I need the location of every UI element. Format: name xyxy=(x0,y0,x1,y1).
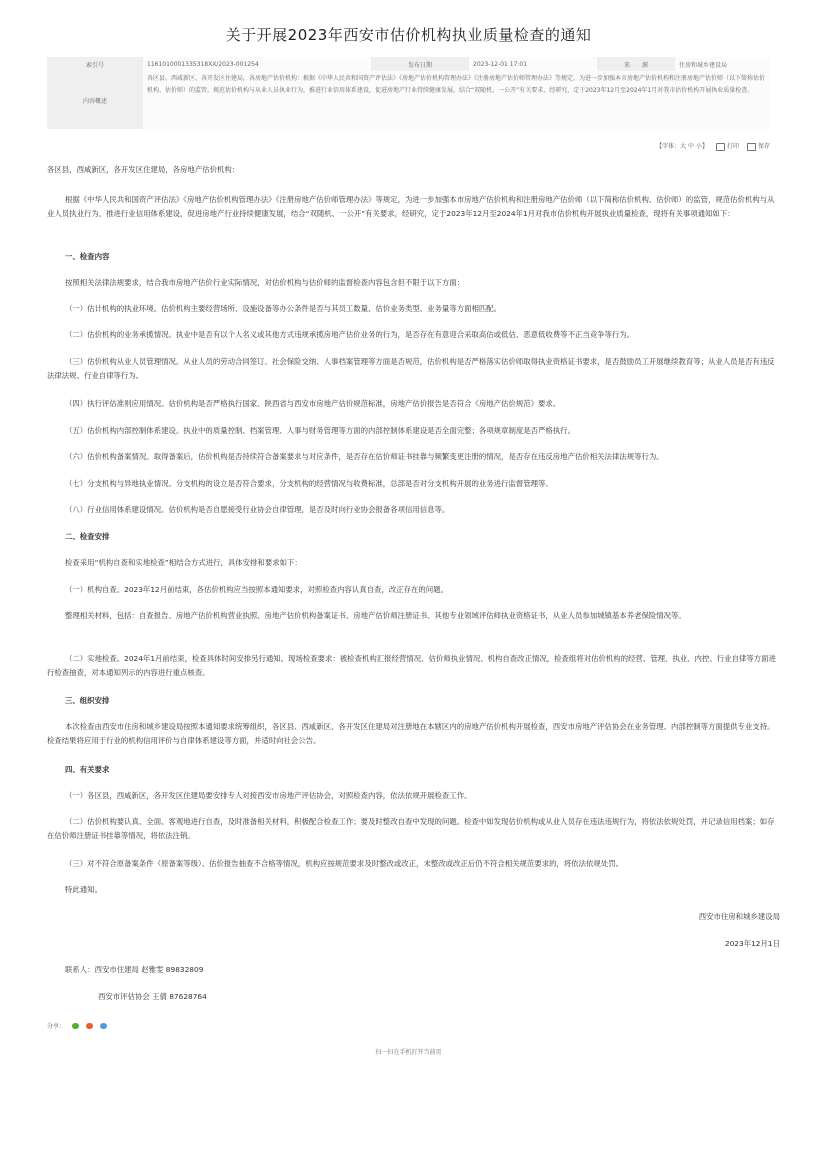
share-label: 分享： xyxy=(47,1023,66,1030)
closing-line: 特此通知。 xyxy=(65,885,102,894)
section-heading-4: 四、有关要求 xyxy=(65,765,110,774)
summary-value: 各区县、西咸新区、各开发区住建局，各房地产估价机构：根据《中华人民共和国资产评估法》《房地产估价机构管理办法》《注册房地产估价师管理办法》等规定，为进一步加强本市房地产估价机构和注册房地产估价师（以下简称估价机构、估价师）的监管，规范估价机构与从业人员执业行为，推进行业信用体系建设，促进房地产行业持续健康发展，结合“双随机、一公开”有关要求，经研究，定于2023年12月至2024年1月对我市估价机构开展执业质量检查。 xyxy=(143,71,771,129)
save-button[interactable]: 保存 xyxy=(747,141,770,151)
section-1-item-3: （三）估价机构从业人员管理情况。从业人员的劳动合同签订、社会保险交纳、人事档案管理等方面是否规范，估价机构是否严格落实估价师取得执业资格证书要求，是否鼓励员工开展继续教育等；从业人员是否有违反法律法规、行业自律等行为。 xyxy=(47,357,775,380)
source-label: 来 源 xyxy=(597,57,675,71)
section-1-item-6: （六）估价机构备案情况。取得备案后，估价机构是否持续符合备案要求与对应条件，是否存在估价师证书挂靠与频繁变更注册的情况，是否存在违反房地产估价相关法律法规等行为。 xyxy=(65,452,664,461)
print-button[interactable]: 打印 xyxy=(716,141,739,151)
section-heading-2: 二、检查安排 xyxy=(65,532,110,541)
intro-paragraph: 根据《中华人民共和国资产评估法》《房地产估价机构管理办法》《注册房地产估价师管理办法》等规定，为进一步加强本市房地产估价机构和注册房地产估价师（以下简称估价机构、估价师）的监管，规范估价机构与从业人员执业行为，推进行业信用体系建设，促进房地产行业持续健康发展，结合“双随机、一公开”有关要求，经研究，定于2023年12月至2024年1月对我市估价机构开展执业质量检查，现将有关事项通知如下： xyxy=(47,195,775,218)
page-title: 关于开展2023年西安市估价机构执业质量检查的通知 xyxy=(225,26,592,44)
metadata-table xyxy=(47,57,771,129)
printer-icon xyxy=(716,143,725,151)
wechat-icon[interactable] xyxy=(72,1023,79,1029)
summary-label: 内容概述 xyxy=(47,71,143,129)
contact-1: 西安市住建局 赵雅雯 89832809 xyxy=(94,965,204,974)
date-value: 2023-12-01 17:01 xyxy=(469,57,597,71)
contacts-label: 联系人： xyxy=(65,965,95,974)
qr-hint[interactable]: 扫一扫在手机打开当前页 xyxy=(375,1049,442,1056)
section-3-body: 本次检查由西安市住房和城乡建设局按照本通知要求统筹组织，各区县、西咸新区、各开发区住建局对注册地在本辖区内的房地产估价机构开展检查，西安市房地产评估协会在业务管理、内部控制等方面提供专业支持。检查结果将应用于行业的机构信用评价与自律体系建设等方面，并适时向社会公告。 xyxy=(47,722,775,745)
salutation: 各区县，西咸新区，各开发区住建局，各房地产估价机构： xyxy=(47,165,240,174)
save-icon xyxy=(747,143,756,151)
signer: 西安市住房和城乡建设局 xyxy=(698,912,780,921)
index-value: 11610100013353​18XX/2023-001254 xyxy=(143,57,371,71)
index-label: 索引号 xyxy=(47,57,143,71)
section-2-item-1-materials: 整理相关材料，包括：自查报告、房地产估价机构营业执照、房地产估价机构备案证书、房地产估价师注册证书、其他专业领域评估师执业资格证书，从业人员参加城镇基本养老保险情况等。 xyxy=(65,611,686,620)
source-value: 住房和城乡建设局 xyxy=(675,57,771,71)
section-1-item-7: （七）分支机构与异地执业情况。分支机构的设立是否符合要求，分支机构的经营情况与收费标准，总部是否对分支机构开展的业务进行监督管理等。 xyxy=(65,479,553,488)
section-2-item-1: （一）机构自查。2023年12月前结束，各估价机构应当按照本通知要求，对照检查内容认真自查，改正存在的问题。 xyxy=(65,585,448,594)
section-1-item-8: （八）行业信用体系建设情况。估价机构是否自愿接受行业协会自律管理，是否及时向行业协会报备各项信用信息等。 xyxy=(65,505,450,514)
section-1-item-1: （一）估计机构的执业环境。估价机构主要经营场所、设施设备等办公条件是否与其员工数量、估价业务类型、业务量等方面相匹配。 xyxy=(65,304,502,313)
sign-date: 2023年12月1日 xyxy=(724,939,780,948)
share-bar xyxy=(47,1021,107,1030)
date-label: 发布日期 xyxy=(371,57,469,71)
section-1-item-4: （四）执行评估准则应用情况。估价机构是否严格执行国家、陕西省与西安市房地产估价规范标准，房地产估价报告是否符合《房地产估价规范》要求。 xyxy=(65,399,561,408)
section-2-intro: 检查采用“机构自查和实地检查”相结合方式进行，具体安排和要求如下： xyxy=(65,558,302,567)
qq-icon[interactable] xyxy=(100,1023,107,1029)
section-heading-3: 三、组织安排 xyxy=(65,696,110,705)
contacts xyxy=(65,964,203,975)
section-heading-1: 一、检查内容 xyxy=(65,252,110,261)
section-1-item-2: （二）估价机构的业务承揽情况。执业中是否有以个人名义或其他方式违规承揽房地产估价业务的行为，是否存在有意迎合采取高估或低估、恶意低收费等不正当竞争等行为。 xyxy=(65,330,635,339)
section-4-item-3: （三）对不符合原备案条件（原备案等级）、估价报告抽查不合格等情况，机构应按规范要求及时整改或改正，未整改或改正后仍不符合相关规范要求的，将依法依规处罚。 xyxy=(65,859,623,868)
section-4-item-1: （一）各区县，西咸新区，各开发区住建局要安排专人对接西安市房地产评估协会，对照检查内容，依法依规开展检查工作。 xyxy=(65,791,472,800)
weibo-icon[interactable] xyxy=(86,1023,93,1029)
section-4-item-2: （二）估价机构要认真、全面、客观地进行自查，及时准备相关材料，积极配合检查工作；要及时整改自查中发现的问题。检查中如发现估价机构或从业人员存在违法违规行为，将依法依规处罚，并记录信用档案；如存在估价师注册证书挂靠等情况，将依法注销。 xyxy=(47,817,775,840)
section-2-item-2: （二）实地检查。2024年1月前结束，检查具体时间安排另行通知。现场检查要求：被检查机构汇报经营情况、估价师执业情况、机构自查改正情况，检查组将对估价机构的经营、管理、执业、内控、行业自律等方面进行检查抽查，对本通知列示的内容进行重点核查。 xyxy=(47,654,776,677)
section-1-intro: 按照相关法律法规要求，结合我市房地产估价行业实际情况，对估价机构与估价师的监督检查内容包含但不限于以下方面： xyxy=(65,278,465,287)
page-tools xyxy=(656,141,770,151)
contact-2: 西安市评估协会 王倩 87628764 xyxy=(98,992,207,1001)
font-size-switch[interactable]: 【字体：大 中 小】 xyxy=(656,143,708,151)
section-1-item-5: （五）估价机构内部控制体系建设。执业中的质量控制、档案管理、人事与财务管理等方面的内部控制体系建设是否全面完整；各项规章制度是否严格执行。 xyxy=(65,426,575,435)
